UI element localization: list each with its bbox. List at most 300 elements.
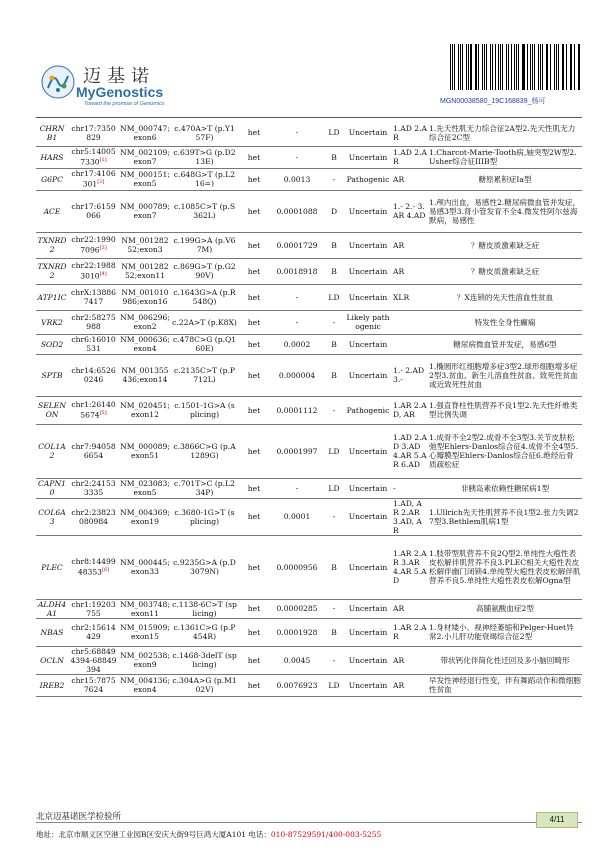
zygosity-cell bbox=[238, 498, 270, 535]
mode-cell-text: AR bbox=[393, 604, 405, 613]
reference-marker: [5] bbox=[99, 410, 107, 417]
variant-row bbox=[36, 146, 582, 168]
zygosity-cell bbox=[238, 190, 270, 232]
position-cell bbox=[68, 310, 119, 334]
gene-cell bbox=[36, 310, 68, 334]
variant-cell-text: c.22A>T (p.K8X) bbox=[172, 317, 237, 327]
mode-cell-text: AR bbox=[393, 655, 405, 665]
mode-cell-text: 1.AR 2.AR bbox=[393, 623, 427, 641]
frequency-cell bbox=[270, 120, 324, 146]
variant-cell-text: c.1643G>A (p.R548Q) bbox=[173, 288, 236, 306]
variant-cell-text: c.639T>G (p.D213E) bbox=[173, 148, 236, 166]
mode-cell bbox=[392, 168, 428, 190]
disease-cell bbox=[428, 535, 582, 599]
transcript-cell-text: NM_023083;exon5 bbox=[120, 479, 170, 497]
zygosity-cell bbox=[238, 258, 270, 284]
classification-cell-text: Uncertain bbox=[348, 604, 388, 613]
gene-cell bbox=[36, 599, 68, 618]
gene-cell-text: OCLN bbox=[40, 655, 64, 665]
logo-tagline: Toward the promise of Genomics bbox=[84, 101, 165, 107]
position-cell bbox=[68, 498, 119, 535]
mode-cell-text: - bbox=[393, 483, 396, 493]
gene-cell-text: TXNRD2 bbox=[37, 236, 67, 254]
frequency-cell-text: 0.000004 bbox=[278, 370, 316, 380]
gene-cell-text: SOD2 bbox=[40, 339, 64, 349]
variant-table bbox=[36, 120, 582, 697]
zygosity-cell bbox=[238, 478, 270, 498]
variant-cell-text: c.648G>T (p.L216=) bbox=[173, 170, 236, 188]
classification-cell bbox=[344, 232, 392, 258]
zygosity-cell-text: het bbox=[247, 446, 261, 456]
frequency-cell bbox=[270, 396, 324, 424]
inheritance-cell bbox=[324, 354, 344, 396]
disease-cell-text: 1.椭圆形红细胞增多症3型2.球形细胞增多症2型3.贫血、新生儿溶血性贫血、致死性贫血或近致死性贫血 bbox=[429, 361, 578, 389]
inheritance-cell bbox=[324, 310, 344, 334]
position-cell-text: chr5:688494394-68849394 bbox=[70, 646, 117, 674]
mode-cell bbox=[392, 284, 428, 310]
transcript-cell-text: NM_004369;exon19 bbox=[120, 507, 170, 526]
classification-cell bbox=[344, 674, 392, 696]
footer-address bbox=[36, 829, 381, 840]
barcode-bar bbox=[495, 44, 496, 90]
transcript-cell bbox=[119, 535, 171, 599]
position-cell bbox=[68, 535, 119, 599]
variant-row bbox=[36, 535, 582, 599]
zygosity-cell-text: het bbox=[247, 174, 261, 184]
classification-cell bbox=[344, 284, 392, 310]
footer-org: 北京迈基诺医学检验所 bbox=[36, 812, 122, 822]
variant-cell-text: c.869G>T (p.G290V) bbox=[173, 262, 236, 280]
classification-cell bbox=[344, 310, 392, 334]
disease-cell-text: 特发性全身性癫痫 bbox=[474, 317, 536, 327]
disease-cell bbox=[428, 354, 582, 396]
classification-cell bbox=[344, 354, 392, 396]
variant-row bbox=[36, 646, 582, 674]
sample-barcode bbox=[450, 44, 582, 90]
transcript-cell-text: NM_000445;exon33 bbox=[120, 558, 170, 576]
variant-cell bbox=[171, 599, 238, 618]
variant-cell bbox=[171, 258, 238, 284]
position-cell-text: chr8:1449948353 bbox=[71, 557, 116, 577]
transcript-cell bbox=[119, 396, 171, 424]
barcode-bar bbox=[554, 44, 555, 90]
variant-cell-text: c.3866C>G (p.A1289G) bbox=[173, 442, 236, 460]
position-cell-text: chr15:78757624 bbox=[71, 676, 116, 694]
classification-cell-text: Likely pathogenic bbox=[346, 313, 390, 331]
transcript-cell bbox=[119, 146, 171, 168]
classification-cell-text: Uncertain bbox=[348, 562, 388, 572]
inheritance-cell bbox=[324, 334, 344, 354]
classification-cell bbox=[344, 190, 392, 232]
transcript-cell bbox=[119, 646, 171, 674]
barcode-bar bbox=[514, 44, 515, 90]
disease-cell bbox=[428, 232, 582, 258]
mode-cell-text: 1.AD 2.AD 3.AD 4.AR 5.AR 6.AD bbox=[393, 433, 427, 469]
transcript-cell-text: NM_020451;exon12 bbox=[120, 401, 170, 419]
transcript-cell bbox=[119, 354, 171, 396]
frequency-cell bbox=[270, 284, 324, 310]
inheritance-cell bbox=[324, 258, 344, 284]
variant-cell-text: c.9235G>A (p.D3079N) bbox=[173, 558, 236, 576]
zygosity-cell-text: het bbox=[247, 128, 261, 138]
variant-cell bbox=[171, 310, 238, 334]
mode-cell-text: 1.AD 2.AR bbox=[393, 148, 427, 166]
barcode-bar bbox=[566, 44, 567, 90]
inheritance-cell-text: LD bbox=[328, 128, 340, 138]
frequency-cell-text: 0.0001997 bbox=[276, 446, 318, 456]
inheritance-cell bbox=[324, 535, 344, 599]
disease-cell-text: 1.身材矮小、视神经萎缩和Pelger-Huet异常2.小儿肝功能衰竭综合征2型 bbox=[429, 623, 574, 641]
disease-cell-text: 高脯氨酸血症2型 bbox=[476, 604, 534, 613]
variant-cell-text: c.1085C>T (p.S362L) bbox=[173, 202, 236, 220]
inheritance-cell bbox=[324, 190, 344, 232]
inheritance-cell-text: - bbox=[332, 604, 336, 613]
classification-cell bbox=[344, 618, 392, 646]
inheritance-cell-text: LD bbox=[328, 483, 340, 493]
disease-cell-text: 1.颅内出血，易感性2.糖尿病微血管并发症，易感3型3.肾小管发育不全4.微发性阿尔兹海默病，易感性 bbox=[429, 197, 581, 225]
position-cell bbox=[68, 334, 119, 354]
variant-cell bbox=[171, 354, 238, 396]
classification-cell-text: Uncertain bbox=[348, 655, 388, 665]
gene-cell bbox=[36, 232, 68, 258]
inheritance-cell-text: B bbox=[331, 240, 337, 250]
gene-cell-text: SELENON bbox=[38, 401, 66, 419]
frequency-cell bbox=[270, 334, 324, 354]
mode-cell-text: AR bbox=[393, 174, 405, 184]
position-cell bbox=[68, 424, 119, 478]
zygosity-cell bbox=[238, 120, 270, 146]
transcript-cell bbox=[119, 674, 171, 696]
zygosity-cell-text: het bbox=[247, 240, 261, 250]
mode-cell bbox=[392, 354, 428, 396]
position-cell-text: chr17:4106301 bbox=[71, 169, 116, 189]
transcript-cell bbox=[119, 599, 171, 618]
gene-cell bbox=[36, 478, 68, 498]
gene-cell bbox=[36, 168, 68, 190]
zygosity-cell-text: het bbox=[247, 266, 261, 276]
position-cell bbox=[68, 599, 119, 618]
disease-cell bbox=[428, 646, 582, 674]
mode-cell bbox=[392, 478, 428, 498]
variant-cell bbox=[171, 334, 238, 354]
barcode-bar bbox=[579, 44, 580, 90]
zygosity-cell bbox=[238, 354, 270, 396]
position-cell-text: chr17:6159066 bbox=[71, 202, 116, 220]
gene-cell bbox=[36, 120, 68, 146]
transcript-cell-text: NM_000789;exon7 bbox=[120, 202, 170, 220]
frequency-cell bbox=[270, 146, 324, 168]
variant-cell bbox=[171, 646, 238, 674]
inheritance-cell bbox=[324, 146, 344, 168]
position-cell-text: chr6:16010531 bbox=[71, 335, 116, 353]
classification-cell-text: Uncertain bbox=[348, 627, 388, 637]
classification-cell bbox=[344, 424, 392, 478]
mode-cell bbox=[392, 146, 428, 168]
transcript-cell bbox=[119, 310, 171, 334]
variant-row bbox=[36, 599, 582, 618]
gene-cell-text: PLEC bbox=[41, 562, 63, 572]
reference-marker: [6] bbox=[102, 567, 110, 574]
zygosity-cell bbox=[238, 310, 270, 334]
barcode-bar bbox=[450, 44, 451, 90]
variant-cell-text: c.1361C>G (p.P454R) bbox=[173, 623, 236, 641]
position-cell-text: chr2:23823080984 bbox=[71, 507, 116, 526]
page-number: 4/11 bbox=[536, 812, 578, 828]
mode-cell-text: 1.AR 2.AR 3.AR 4.AR 5.AD bbox=[393, 549, 427, 585]
inheritance-cell-text: - bbox=[332, 655, 336, 665]
zygosity-cell bbox=[238, 168, 270, 190]
zygosity-cell-text: het bbox=[247, 483, 261, 493]
variant-row bbox=[36, 396, 582, 424]
sample-id: MGN00038580_19C168839_杨可 bbox=[440, 98, 546, 105]
gene-cell bbox=[36, 424, 68, 478]
variant-cell-text: c.304A>G (p.M102V) bbox=[172, 676, 237, 694]
classification-cell bbox=[344, 258, 392, 284]
gene-cell-text: G6PC bbox=[41, 174, 63, 184]
barcode-bar bbox=[571, 44, 572, 90]
variant-row bbox=[36, 674, 582, 696]
logo-cn-text: 迈基诺 bbox=[83, 66, 155, 87]
frequency-cell-text: 0.0001088 bbox=[276, 206, 318, 216]
classification-cell bbox=[344, 146, 392, 168]
classification-cell bbox=[344, 646, 392, 674]
reference-marker: [4] bbox=[99, 271, 107, 278]
transcript-cell bbox=[119, 478, 171, 498]
gene-cell bbox=[36, 498, 68, 535]
variant-row bbox=[36, 478, 582, 498]
frequency-cell-text: - bbox=[295, 152, 299, 162]
classification-cell-text: Uncertain bbox=[348, 266, 388, 276]
reference-marker: [1] bbox=[99, 157, 107, 164]
classification-cell-text: Uncertain bbox=[348, 292, 388, 302]
gene-cell bbox=[36, 396, 68, 424]
disease-cell-text: 糖原累积症Ia型 bbox=[478, 174, 532, 184]
transcript-cell bbox=[119, 168, 171, 190]
gene-cell-text: NBAS bbox=[40, 627, 64, 637]
disease-cell-text: 1.强直脊柱性肌营养不良1型2.先天性纤维类型比例失调 bbox=[429, 401, 578, 419]
gene-cell-text: IREB2 bbox=[39, 680, 65, 690]
classification-cell-text: Pathogenic bbox=[346, 405, 390, 415]
inheritance-cell bbox=[324, 424, 344, 478]
zygosity-cell bbox=[238, 334, 270, 354]
variant-cell bbox=[171, 424, 238, 478]
frequency-cell-text: - bbox=[295, 317, 299, 327]
inheritance-cell bbox=[324, 120, 344, 146]
inheritance-cell-text: - bbox=[332, 405, 336, 415]
footer-divider bbox=[36, 822, 582, 823]
position-cell bbox=[68, 618, 119, 646]
gene-cell bbox=[36, 535, 68, 599]
inheritance-cell-text: LD bbox=[328, 680, 340, 690]
inheritance-cell bbox=[324, 498, 344, 535]
zygosity-cell-text: het bbox=[247, 405, 261, 415]
classification-cell-text: Uncertain bbox=[348, 483, 388, 493]
footer-phone: 010-87529591/400-003-5255 bbox=[270, 830, 382, 839]
variant-cell-text: c.1468-3delT (splicing) bbox=[172, 651, 237, 669]
classification-cell bbox=[344, 478, 392, 498]
disease-cell-text: 1.肢带型肌营养不良2Q型2.单纯性大疱性表皮松解伴肌营养不良3.PLEC相关大疱性表皮松解伴幽门闭锁4.单纯型大疱性表皮松解伴肌营养不良5.单纯性大疱性表皮松解Ogna型 bbox=[429, 549, 581, 585]
report-header bbox=[0, 0, 606, 118]
frequency-cell-text: 0.0018918 bbox=[276, 266, 318, 276]
inheritance-cell bbox=[324, 478, 344, 498]
frequency-cell-text: 0.0001729 bbox=[276, 240, 318, 250]
inheritance-cell bbox=[324, 232, 344, 258]
variant-cell-text: c.199G>A (p.V67M) bbox=[173, 236, 236, 254]
position-cell bbox=[68, 646, 119, 674]
barcode-bar bbox=[532, 44, 533, 90]
position-cell bbox=[68, 396, 119, 424]
classification-cell bbox=[344, 535, 392, 599]
frequency-cell bbox=[270, 498, 324, 535]
gene-cell bbox=[36, 334, 68, 354]
gene-cell-text: SPTB bbox=[41, 370, 63, 380]
classification-cell-text: Pathogenic bbox=[346, 174, 390, 184]
transcript-cell bbox=[119, 258, 171, 284]
position-cell-text: chr22:19907096 bbox=[71, 235, 116, 255]
frequency-cell bbox=[270, 258, 324, 284]
frequency-cell-text: 0.0076923 bbox=[276, 680, 318, 690]
gene-cell bbox=[36, 618, 68, 646]
frequency-cell-text: - bbox=[295, 292, 299, 302]
variant-cell-text: c.1501-1G>A (splicing) bbox=[174, 401, 235, 419]
frequency-cell bbox=[270, 168, 324, 190]
classification-cell-text: Uncertain bbox=[348, 152, 388, 162]
mode-cell bbox=[392, 232, 428, 258]
variant-row bbox=[36, 618, 582, 646]
gene-cell-text: CAPN10 bbox=[38, 479, 66, 497]
gene-cell bbox=[36, 674, 68, 696]
inheritance-cell-text: LD bbox=[328, 446, 340, 456]
position-cell bbox=[68, 190, 119, 232]
transcript-cell-text: NM_000151;exon5 bbox=[120, 170, 170, 188]
disease-cell bbox=[428, 618, 582, 646]
zygosity-cell bbox=[238, 618, 270, 646]
mode-cell bbox=[392, 258, 428, 284]
variant-row bbox=[36, 284, 582, 310]
header-divider bbox=[36, 117, 582, 118]
barcode-bar bbox=[506, 44, 507, 90]
transcript-cell bbox=[119, 424, 171, 478]
position-cell bbox=[68, 232, 119, 258]
barcode-bar bbox=[547, 44, 548, 90]
position-cell-text: chrX:138867417 bbox=[71, 288, 116, 306]
transcript-cell-text: NM_004136;exon4 bbox=[120, 676, 170, 694]
zygosity-cell bbox=[238, 646, 270, 674]
zygosity-cell bbox=[238, 284, 270, 310]
mode-cell bbox=[392, 120, 428, 146]
gene-cell-text: ACE bbox=[43, 206, 61, 216]
transcript-cell bbox=[119, 498, 171, 535]
transcript-cell-text: NM_000089;exon51 bbox=[120, 442, 170, 460]
mode-cell bbox=[392, 498, 428, 535]
position-cell bbox=[68, 674, 119, 696]
barcode-bar bbox=[486, 44, 487, 90]
position-cell-text: chr7:940586654 bbox=[71, 442, 116, 460]
barcode-bar bbox=[518, 44, 519, 90]
frequency-cell-text: 0.0001 bbox=[283, 512, 311, 521]
frequency-cell bbox=[270, 310, 324, 334]
barcode-bar bbox=[562, 44, 563, 90]
variant-row bbox=[36, 168, 582, 190]
gene-cell-text: TXNRD2 bbox=[37, 262, 67, 280]
transcript-cell-text: NM_015909;exon15 bbox=[120, 623, 170, 641]
zygosity-cell-text: het bbox=[247, 604, 261, 613]
classification-cell bbox=[344, 599, 392, 618]
mode-cell-text: 1.AR 2.AD, AR bbox=[393, 401, 427, 419]
gene-cell-text: COL6A3 bbox=[38, 507, 66, 526]
disease-cell bbox=[428, 284, 582, 310]
mode-cell-text: AR bbox=[393, 266, 405, 276]
disease-cell bbox=[428, 168, 582, 190]
mode-cell bbox=[392, 310, 428, 334]
zygosity-cell-text: het bbox=[247, 370, 261, 380]
mode-cell bbox=[392, 618, 428, 646]
gene-cell bbox=[36, 354, 68, 396]
classification-cell-text: Uncertain bbox=[348, 128, 388, 138]
transcript-cell-text: NM_00128252;exon3 bbox=[121, 236, 169, 254]
position-cell-text: chr2:15614429 bbox=[71, 623, 116, 641]
transcript-cell bbox=[119, 120, 171, 146]
frequency-cell bbox=[270, 646, 324, 674]
variant-cell bbox=[171, 535, 238, 599]
position-cell-text: chr2:241533335 bbox=[71, 479, 116, 497]
barcode-bar bbox=[462, 44, 463, 90]
inheritance-cell bbox=[324, 396, 344, 424]
variant-cell bbox=[171, 498, 238, 535]
gene-cell-text: CHRNB1 bbox=[39, 123, 65, 142]
transcript-cell bbox=[119, 284, 171, 310]
variant-cell bbox=[171, 478, 238, 498]
mode-cell-text: 1.AD, AR 2.AR 3.AD, AR bbox=[393, 498, 422, 535]
zygosity-cell bbox=[238, 674, 270, 696]
mode-cell-text: AR bbox=[393, 240, 405, 250]
position-cell-text: chr2:58275988 bbox=[71, 313, 116, 331]
inheritance-cell-text: LD bbox=[328, 292, 340, 302]
zygosity-cell bbox=[238, 535, 270, 599]
inheritance-cell bbox=[324, 674, 344, 696]
disease-cell bbox=[428, 396, 582, 424]
barcode-bar bbox=[490, 44, 491, 90]
disease-cell-text: ？糖皮质激素缺乏症 bbox=[470, 266, 540, 276]
frequency-cell bbox=[270, 674, 324, 696]
barcode-bar bbox=[470, 44, 471, 90]
frequency-cell-text: 0.0002 bbox=[283, 339, 311, 349]
disease-cell-text: 1.Charcot-Marie-Tooth病,轴突型2W型2.Usher综合征IIIB型 bbox=[429, 148, 577, 166]
classification-cell bbox=[344, 498, 392, 535]
variant-row bbox=[36, 354, 582, 396]
classification-cell-text: Uncertain bbox=[348, 339, 388, 349]
disease-cell-text: 糖尿病微血管并发症，易感6型 bbox=[453, 339, 557, 349]
classification-cell bbox=[344, 334, 392, 354]
frequency-cell bbox=[270, 599, 324, 618]
disease-cell bbox=[428, 258, 582, 284]
barcode-bar bbox=[540, 44, 541, 90]
disease-cell bbox=[428, 478, 582, 498]
transcript-cell-text: NM_002538;exon9 bbox=[120, 651, 170, 669]
frequency-cell-text: 0.0045 bbox=[283, 655, 311, 665]
disease-cell bbox=[428, 498, 582, 535]
variant-row bbox=[36, 334, 582, 354]
transcript-cell-text: NM_000747;exon6 bbox=[120, 123, 170, 142]
classification-cell bbox=[344, 396, 392, 424]
mode-cell bbox=[392, 396, 428, 424]
mode-cell bbox=[392, 535, 428, 599]
zygosity-cell-text: het bbox=[247, 627, 261, 637]
variant-cell-text: c.478C>G (p.Q160E) bbox=[172, 335, 237, 353]
position-cell bbox=[68, 258, 119, 284]
frequency-cell-text: 0.0000285 bbox=[276, 604, 318, 613]
variant-cell-text: c.701T>C (p.L234P) bbox=[174, 479, 235, 497]
